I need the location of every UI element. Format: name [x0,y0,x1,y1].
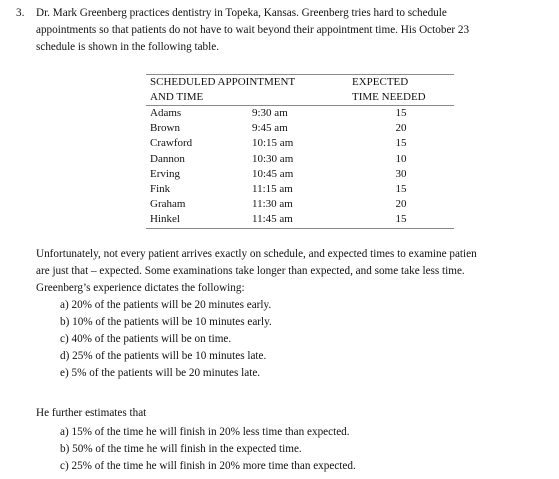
time-needed: 10 [395,152,407,165]
patient-name: Crawford [150,137,193,150]
table-row [146,167,454,182]
paragraph-line: Greenberg’s experience dictates the following: [36,282,245,294]
header-line: EXPECTED [352,76,409,88]
appointment-time: 10:30 am [252,152,294,165]
table-row [146,152,454,167]
experience-paragraph [36,246,559,297]
appointment-time: 10:15 am [252,137,294,150]
time-needed: 20 [395,122,407,135]
further-estimates-text: He further estimates that [36,407,147,419]
appointment-time: 9:45 am [252,122,288,135]
patient-name: Adams [150,107,182,119]
patient-name: Graham [150,198,186,211]
arrival-list [60,297,272,382]
table-row [146,106,454,122]
list-item: c) 25% of the time he will finish in 20% more time than expected. [60,460,356,472]
time-needed: 15 [395,107,407,119]
list-item: e) 5% of the patients will be 20 minutes late. [60,367,261,379]
time-needed: 15 [395,137,407,150]
paragraph-line: are just that – expected. Some examinations take longer than expected, and some take less time. [36,265,465,277]
list-item: b) 50% of the time he will finish in the expected time. [60,443,302,455]
patient-name: Erving [150,167,180,180]
table-header-row [146,75,454,106]
schedule-table [146,74,454,229]
table-row [146,197,454,212]
table-row [146,182,454,197]
time-needed: 20 [395,198,407,211]
list-item: c) 40% of the patients will be on time. [60,333,232,345]
list-item: a) 20% of the patients will be 20 minutes early. [60,299,272,311]
appointment-time: 11:45 am [252,212,348,228]
header-scheduled-appointment [146,75,348,106]
appointment-time: 11:30 am [252,198,293,211]
header-expected-time [348,75,454,106]
appointment-time: 10:45 am [252,167,294,180]
header-line: AND TIME [150,91,204,103]
paragraph-line: Unfortunately, not every patient arrives exactly on schedule, and expected times to examine patien [36,248,477,260]
intro-paragraph [36,5,556,56]
intro-line: Dr. Mark Greenberg practices dentistry in Topeka, Kansas. Greenberg tries hard to schedule [36,7,447,19]
patient-name: Dannon [150,152,185,165]
time-needed: 15 [348,212,454,228]
intro-line: schedule is shown in the following table. [36,41,220,53]
question-number: 3. [16,7,25,19]
list-item: d) 25% of the patients will be 10 minutes late. [60,350,267,362]
table-row [146,212,454,228]
patient-name: Brown [150,122,180,135]
patient-name: Hinkel [146,212,252,228]
table-row [146,121,454,136]
header-line: TIME NEEDED [352,91,426,103]
appointment-time: 11:15 am [252,183,293,196]
intro-line: appointments so that patients do not have to wait beyond their appointment time. His October 23 [36,24,470,36]
table-row [146,136,454,151]
list-item: a) 15% of the time he will finish in 20% less time than expected. [60,426,350,438]
patient-name: Fink [150,183,171,196]
time-needed: 15 [395,183,407,196]
appointment-time: 9:30 am [252,107,288,119]
duration-list [60,424,356,475]
header-line: SCHEDULED APPOINTMENT [150,76,296,88]
time-needed: 30 [395,167,407,180]
list-item: b) 10% of the patients will be 10 minutes early. [60,316,272,328]
